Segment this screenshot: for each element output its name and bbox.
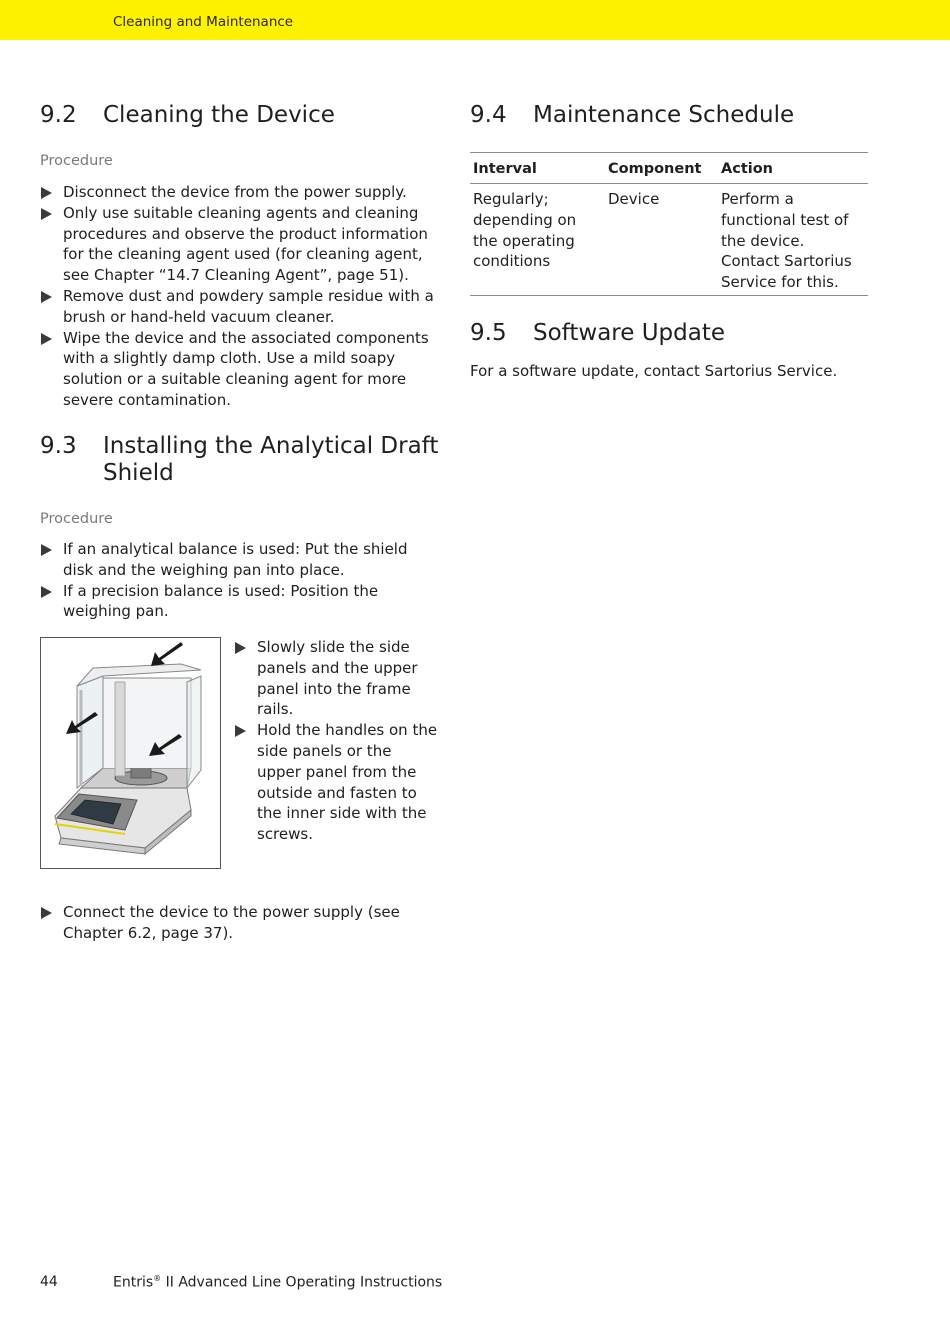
bullet-arrow-icon — [41, 291, 52, 303]
table-header-row — [470, 153, 868, 184]
procedure-label: Procedure — [40, 153, 113, 169]
bullet-arrow-icon — [41, 208, 52, 220]
section-title: Software Update — [533, 320, 725, 346]
bullet-arrow-icon — [235, 642, 246, 654]
column-header-component: Component — [605, 153, 718, 184]
section-9-4-heading — [470, 102, 870, 129]
list-item: Hold the handles on the side panels or the upper panel from the outside and fasten to the inner side with the screws. — [234, 720, 439, 845]
section-9-5-heading — [470, 320, 870, 347]
section-title: Installing the Analytical Draft Shield — [103, 433, 439, 486]
bullet-arrow-icon — [41, 907, 52, 919]
maintenance-table — [470, 152, 868, 296]
software-update-text: For a software update, contact Sartorius Service. — [470, 362, 838, 380]
page-number: 44 — [40, 1274, 58, 1290]
cell-component: Device — [605, 184, 718, 296]
list-item: If an analytical balance is used: Put the shield disk and the weighing pan into place. — [40, 539, 436, 581]
balance-illustration — [40, 637, 221, 869]
balance-drawing — [41, 638, 220, 868]
header-title: Cleaning and Maintenance — [113, 14, 294, 30]
list-item: Disconnect the device from the power supply. — [40, 182, 436, 203]
list-item: Wipe the device and the associated components with a slightly damp cloth. Use a mild soapy solution or a suitable cleaning agent for more severe contamination. — [40, 328, 436, 411]
list-item: If a precision balance is used: Position the weighing pan. — [40, 581, 436, 623]
bullet-arrow-icon — [41, 187, 52, 199]
section-number: 9.3 — [40, 433, 77, 459]
figure-steps — [234, 637, 439, 845]
bullet-arrow-icon — [41, 333, 52, 345]
section-title: Maintenance Schedule — [533, 102, 795, 128]
section-number: 9.4 — [470, 102, 507, 128]
section-title: Cleaning the Device — [103, 102, 335, 128]
procedure-label: Procedure — [40, 511, 113, 527]
list-item: Remove dust and powdery sample residue with a brush or hand-held vacuum cleaner. — [40, 286, 436, 328]
column-header-interval: Interval — [470, 153, 605, 184]
section-number: 9.5 — [470, 320, 507, 346]
table-row — [470, 184, 868, 296]
cell-interval: Regularly; depending on the operating conditions — [470, 184, 605, 296]
section-9-2-heading — [40, 102, 440, 129]
list-item: Only use suitable cleaning agents and cleaning procedures and observe the product information for the cleaning agent used (for cleaning agent, see Chapter “14.7 Cleaning Agent”, page 51). — [40, 203, 436, 286]
cell-action: Perform a functional test of the device. Contact Sartorius Service for this. — [718, 184, 868, 296]
bullet-arrow-icon — [41, 586, 52, 598]
list-item: Connect the device to the power supply (see Chapter 6.2, page 37). — [40, 902, 436, 944]
draft-shield-steps — [40, 539, 436, 622]
list-item: Slowly slide the side panels and the upper panel into the frame rails. — [234, 637, 439, 720]
document-title: Entris® II Advanced Line Operating Instructions — [113, 1274, 443, 1291]
section-number: 9.2 — [40, 102, 77, 128]
section-9-3-heading — [40, 433, 440, 487]
bullet-arrow-icon — [41, 544, 52, 556]
bullet-arrow-icon — [235, 725, 246, 737]
final-steps — [40, 902, 436, 944]
cleaning-steps — [40, 182, 436, 411]
column-header-action: Action — [718, 153, 868, 184]
